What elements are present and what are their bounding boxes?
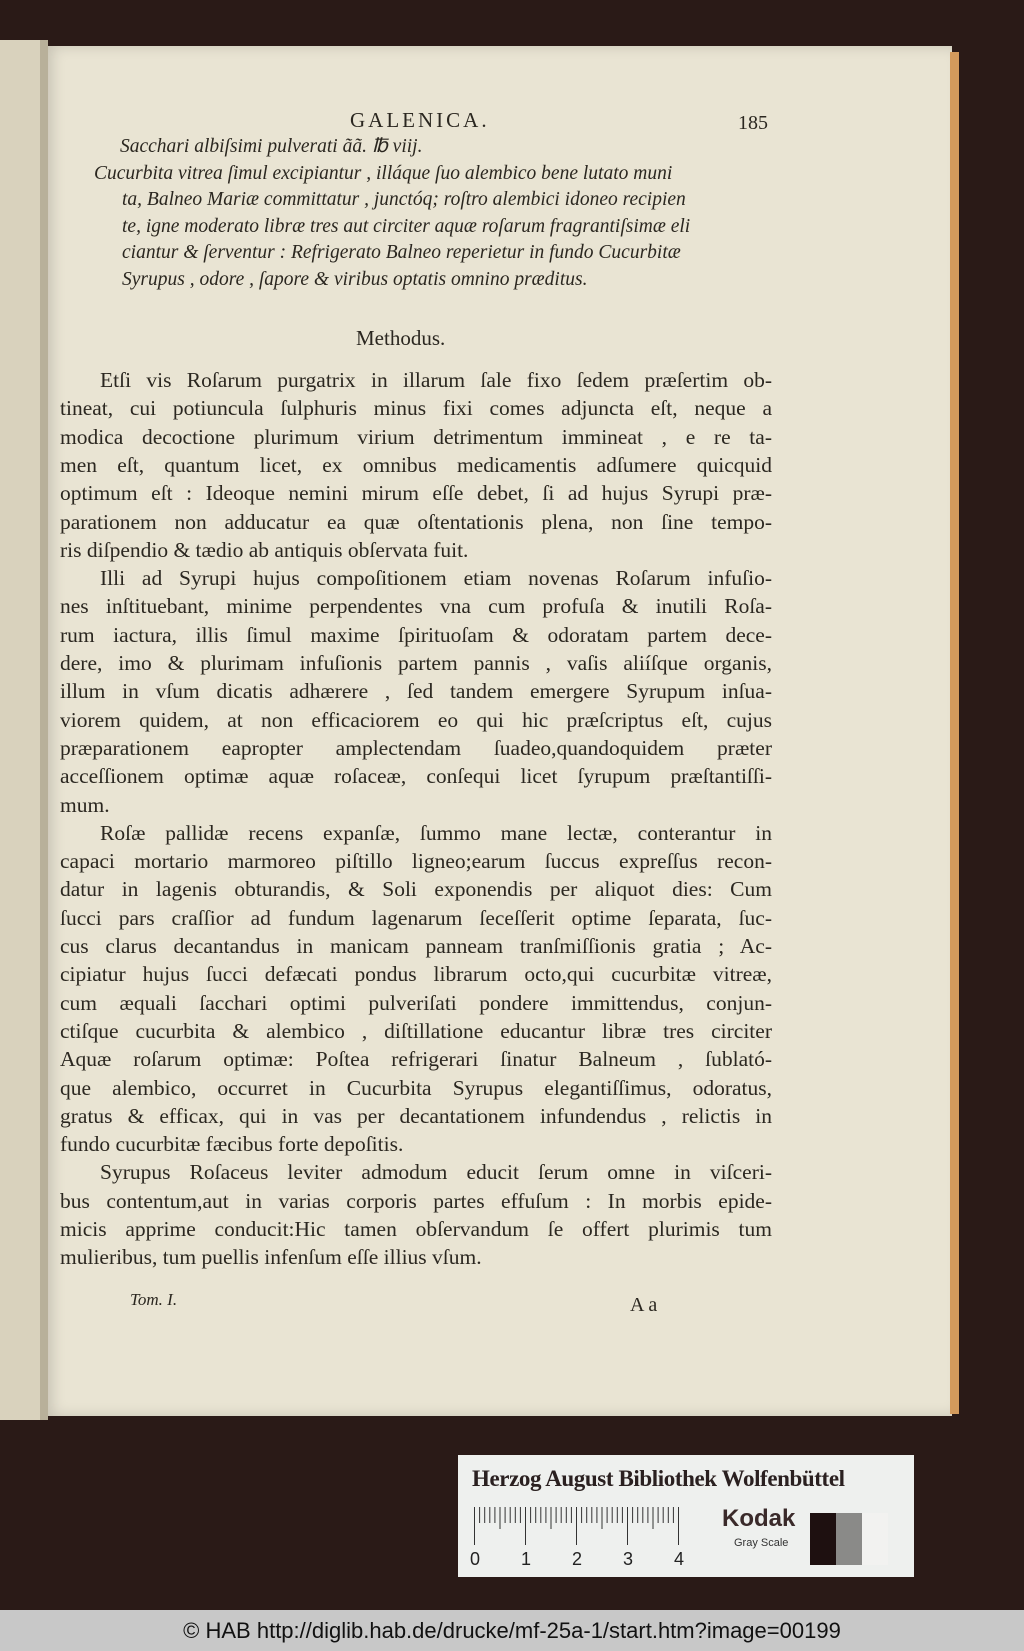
gray-swatch (862, 1513, 888, 1565)
body-line: capaci mortario marmoreo piſtillo ligneo;earum ſuccus expreſſus recon- (60, 849, 772, 874)
ruler-number: 0 (470, 1549, 481, 1569)
page-number: 185 (738, 112, 768, 134)
body-line: fundo cucurbitæ fæcibus forte depoſitis. (60, 1132, 404, 1157)
body-line: tineat, cui potiuncula ſulphuris minus fixi comes adjuncta eſt, neque a (60, 396, 772, 421)
running-head: GALENICA. (350, 108, 490, 132)
body-line: nes inſtituebant, minime perpendentes vna cum profuſa & inutili Roſa- (60, 594, 772, 619)
body-line: datur in lagenis obturandis, & Soli exponendis per aliquot dies: Cum (60, 877, 772, 902)
kodak-logo: Kodak (722, 1505, 796, 1532)
ruler-number: 1 (521, 1549, 532, 1569)
library-name: Herzog August Bibliothek Wolfenbüttel (472, 1466, 845, 1491)
gray-swatch (810, 1513, 836, 1565)
page-gutter (40, 40, 48, 1420)
ruler-number: 2 (572, 1549, 583, 1569)
italic-line: Syrupus , odore , ſapore & viribus optatis omnino præditus. (122, 268, 588, 290)
body-line: men eſt, quantum licet, ex omnibus medicamentis adſumere quicquid (60, 452, 772, 477)
body-line: gratus & efficax, qui in vas per decantationem infundendus , relictis in (60, 1103, 772, 1128)
ruler-number: 4 (674, 1549, 685, 1569)
body-line: ris diſpendio & tædio ab antiquis obſervata fuit. (60, 537, 469, 562)
body-line: cus clarus decantandus in manicam panneam tranſmiſſionis gratia ; Ac- (60, 934, 772, 958)
body-line: mulieribus, tum puellis infenſum eſſe illius vſum. (60, 1245, 482, 1270)
footer-bar (0, 1610, 1024, 1651)
gathering-signature: A a (630, 1294, 658, 1316)
section-title: Methodus. (356, 326, 446, 350)
italic-line: ciantur & ſerventur : Refrigerato Balneo reperietur in fundo Cucurbitæ (122, 242, 681, 263)
body-line: parationem non adducatur ea quæ oſtentationis plena, non ſine tempo- (60, 509, 772, 534)
body-line: Etſi vis Roſarum purgatrix in illarum ſale fixo ſedem præſertim ob- (100, 368, 772, 392)
body-line: modica decoctione plurimum virium detrimentum immineat , e re ta- (60, 424, 772, 449)
volume-signature: Tom. I. (130, 1290, 178, 1309)
body-line: viorem quidem, at non efficaciorem eo qui hic præſcriptus eſt, cujus (60, 707, 772, 732)
page-edge (950, 52, 959, 1414)
ruler-scale (474, 1507, 694, 1547)
copyright-url: © HAB http://diglib.hab.de/drucke/mf-25a-1/start.htm?image=00199 (183, 1618, 841, 1643)
body-line: micis apprime conducit:Hic tamen obſervandum ſe offert plurimis tum (60, 1217, 772, 1241)
body-line: cipiatur hujus ſucci defæcati pondus librarum octo,qui cucurbitæ vitreæ, (60, 962, 772, 987)
body-line: Syrupus Roſaceus leviter admodum educit ſerum omne in viſceri- (100, 1160, 772, 1185)
library-scale-card (458, 1455, 914, 1577)
body-line: mum. (60, 792, 110, 817)
body-line: optimum eſt : Ideoque nemini mirum eſſe debet, ſi ad hujus Syrupi præ- (60, 481, 772, 506)
body-line: acceſſionem optimæ aquæ roſaceæ, conſequi licet ſyrupum præſtantiſſi- (60, 764, 772, 789)
ruler-number: 3 (623, 1549, 634, 1569)
body-line: ſucci pars craſſior ad fundum lagenarum ſeceſſerit optime ſeparata, ſuc- (60, 905, 772, 930)
body-line: dere, imo & plurimam infuſionis partem pannis , vaſis aliíſque organis, (60, 651, 772, 675)
gray-scale-label: Gray Scale (734, 1537, 789, 1549)
body-line: Roſæ pallidæ recens expanſæ, ſummo mane lectæ, conterantur in (100, 820, 772, 845)
body-line: cum æquali ſacchari optimi pulveriſati pondere immittendus, conjun- (60, 990, 772, 1015)
gray-swatch (836, 1513, 862, 1565)
body-line: que alembico, occurret in Cucurbita Syrupus elegantiſſimus, odoratus, (60, 1075, 772, 1100)
body-line: Aquæ roſarum optimæ: Poſtea refrigerari ſinatur Balneum , ſublató- (60, 1047, 772, 1072)
italic-line: ta, Balneo Mariæ committatur , junctóq; roſtro alembici idoneo recipien (122, 189, 686, 210)
body-line: ctiſque cucurbita & alembico , diſtillatione educantur libræ tres circiter (60, 1018, 772, 1043)
body-line: præparationem eapropter amplectendam ſuadeo,quandoquidem præter (60, 735, 772, 760)
body-line: rum iactura, illis ſimul maxime ſpirituoſam & odoratam partem dece- (60, 622, 772, 647)
body-line: Illi ad Syrupi hujus compoſitionem etiam novenas Roſarum infuſio- (100, 566, 772, 591)
italic-line: te, igne moderato libræ tres aut circiter aquæ roſarum fragrantiſsimæ eli (122, 215, 691, 237)
body-line: bus contentum,aut in varias corporis partes effuſum : In morbis epide- (60, 1188, 772, 1213)
italic-line: Cucurbita vitrea ſimul excipiantur , illáque ſuo alembico bene lutato muni (94, 162, 673, 184)
body-line: illum in vſum dicatis adhærere , ſed tandem emergere Syrupum inſua- (60, 679, 772, 704)
italic-line: Sacchari albiſsimi pulverati ãã. ℔ viij. (120, 136, 423, 157)
